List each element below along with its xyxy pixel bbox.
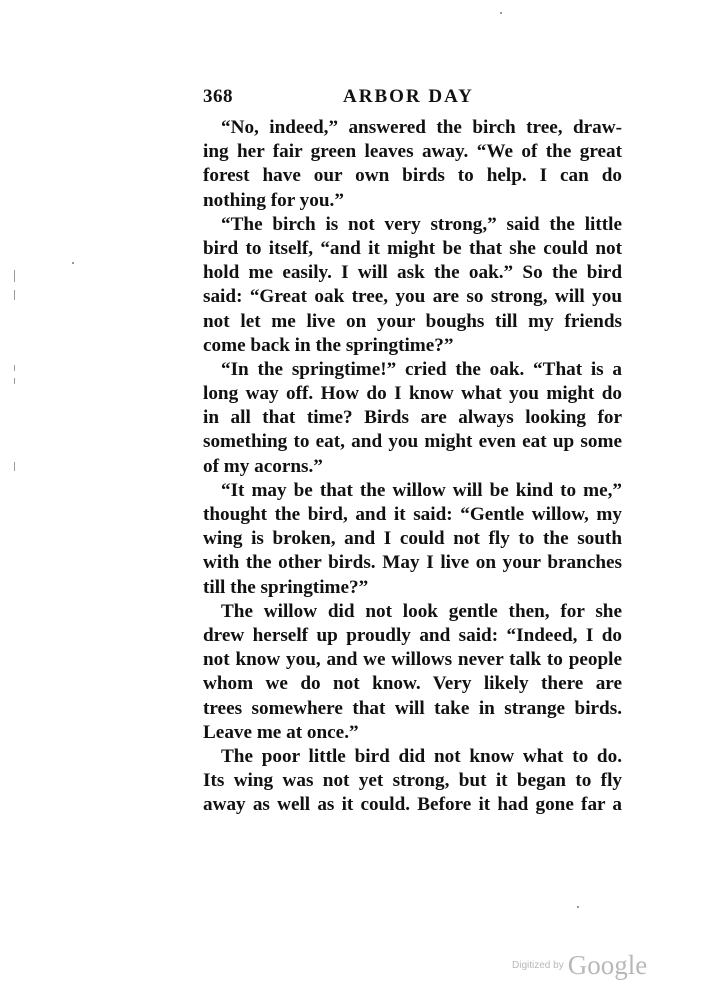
- text-line: “It may be that the willow will be kind to me,”: [221, 479, 622, 501]
- watermark-brand: Google: [567, 950, 648, 980]
- text-line: forest have our own birds to help. I can do: [203, 165, 622, 187]
- text-line: of my acorns.”: [203, 455, 323, 477]
- text-line: long way off. How do I know what you might do: [203, 383, 622, 405]
- page-number: 368: [203, 86, 233, 107]
- running-head: ARBOR DAY: [343, 86, 474, 107]
- paragraph: [203, 213, 622, 358]
- text-line: thought the bird, and it said: “Gentle willow, my: [203, 504, 622, 525]
- text-line: ing her fair green leaves away. “We of the great: [203, 141, 622, 163]
- text-line: something to eat, and you might even eat up some: [203, 431, 622, 453]
- text-line: nothing for you.”: [203, 189, 344, 211]
- text-line: “No, indeed,” answered the birch tree, draw-: [221, 117, 622, 138]
- scan-speck: [500, 12, 502, 14]
- text-line: The willow did not look gentle then, for she: [221, 600, 622, 622]
- text-line: wing is broken, and I could not fly to the south: [203, 528, 622, 550]
- paragraph: [203, 116, 622, 213]
- text-line: till the springtime?”: [203, 576, 369, 598]
- text-line: Its wing was not yet strong, but it began to fly: [203, 770, 622, 792]
- body-text: [203, 116, 622, 817]
- text-line: Leave me at once.”: [203, 721, 359, 743]
- text-line: bird to itself, “and it might be that she could not: [203, 237, 622, 259]
- text-line: trees somewhere that will take in strange birds.: [203, 697, 622, 719]
- digitized-watermark: [512, 950, 647, 981]
- text-line: come back in the springtime?”: [203, 334, 454, 356]
- text-line: said: “Great oak tree, you are so strong, will you: [203, 286, 622, 308]
- scan-gutter-mark: [14, 270, 15, 282]
- scan-gutter-mark: [14, 378, 15, 384]
- scan-gutter-mark: [14, 290, 15, 300]
- scan-speck: [577, 906, 579, 908]
- page-header: [203, 86, 623, 114]
- text-line: “The birch is not very strong,” said the little: [221, 213, 622, 235]
- text-line: away as well as it could. Before it had gone far a: [203, 794, 622, 816]
- text-line: whom we do not know. Very likely there are: [203, 673, 622, 695]
- paragraph: [203, 358, 622, 479]
- scan-gutter-mark: [14, 462, 15, 471]
- paragraph: [203, 745, 622, 818]
- scan-speck: [72, 262, 74, 264]
- text-line: with the other birds. May I live on your branches: [203, 552, 622, 574]
- text-line: not let me live on your boughs till my friends: [203, 310, 622, 332]
- text-line: The poor little bird did not know what to do.: [221, 745, 622, 767]
- text-line: “In the springtime!” cried the oak. “That is a: [221, 358, 622, 380]
- text-line: drew herself up proudly and said: “Indeed, I do: [203, 624, 622, 646]
- scan-gutter-mark: [14, 365, 15, 371]
- text-line: in all that time? Birds are always looking for: [203, 407, 622, 429]
- paragraph: [203, 479, 622, 600]
- text-line: hold me easily. I will ask the oak.” So the bird: [203, 262, 622, 284]
- paragraph: [203, 600, 622, 745]
- text-line: not know you, and we willows never talk to people: [203, 649, 622, 671]
- watermark-prefix: Digitized by: [512, 960, 564, 971]
